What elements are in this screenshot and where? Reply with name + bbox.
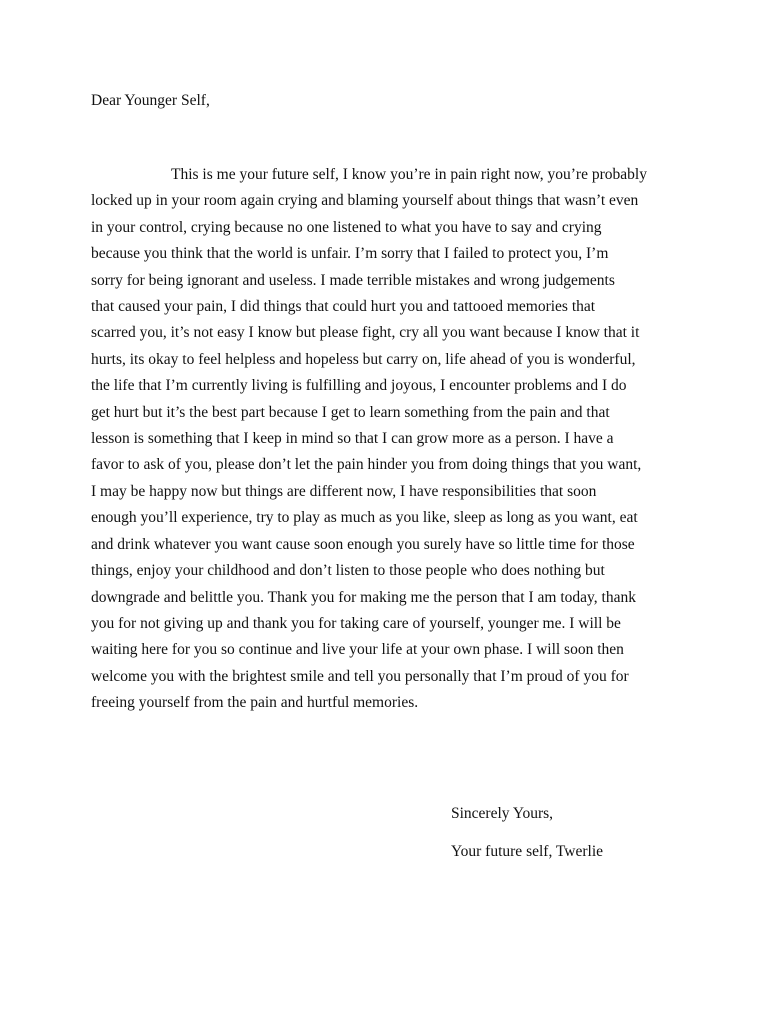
letter-body-line: downgrade and belittle you. Thank you for making me the person that I am today, thank (91, 588, 636, 606)
letter-body-line: waiting here for you so continue and live your life at your own phase. I will soon then (91, 641, 624, 659)
letter-body-line: you for not giving up and thank you for taking care of yourself, younger me. I will be (91, 614, 621, 632)
letter-body-line: welcome you with the brightest smile and tell you personally that I’m proud of you for (91, 667, 629, 685)
letter-body-line: in your control, crying because no one listened to what you have to say and crying (91, 218, 602, 236)
letter-body-line: I may be happy now but things are different now, I have responsibilities that soon (91, 482, 597, 500)
letter-closing: Sincerely Yours, (451, 805, 554, 822)
letter-body-line: hurts, its okay to feel helpless and hopeless but carry on, life ahead of you is wonderful, (91, 350, 636, 368)
letter-body-line: locked up in your room again crying and blaming yourself about things that wasn’t even (91, 192, 639, 210)
letter-salutation: Dear Younger Self, (91, 92, 210, 109)
letter-body-line: sorry for being ignorant and useless. I made terrible mistakes and wrong judgements (91, 271, 615, 289)
letter-signature: Your future self, Twerlie (451, 843, 604, 860)
letter-body-line: get hurt but it’s the best part because I get to learn something from the pain and that (91, 403, 610, 421)
letter-body (91, 162, 677, 717)
letter-body-line: This is me your future self, I know you’re in pain right now, you’re probably (171, 166, 647, 183)
letter-body-line: the life that I’m currently living is fulfilling and joyous, I encounter problems and I do (91, 377, 627, 395)
letter-body-line: and drink whatever you want cause soon enough you surely have so little time for those (91, 535, 635, 553)
letter-body-line: freeing yourself from the pain and hurtful memories. (91, 694, 419, 712)
letter-body-line: favor to ask of you, please don’t let the pain hinder you from doing things that you want, (91, 456, 642, 474)
letter-body-line: enough you’ll experience, try to play as much as you like, sleep as long as you want, eat (91, 509, 638, 527)
letter-body-line: scarred you, it’s not easy I know but please fight, cry all you want because I know that it (91, 324, 640, 342)
letter-body-line: that caused your pain, I did things that could hurt you and tattooed memories that (91, 298, 596, 316)
letter-body-line: things, enjoy your childhood and don’t listen to those people who does nothing but (91, 562, 605, 580)
letter-body-line: because you think that the world is unfair. I’m sorry that I failed to protect you, I’m (91, 245, 609, 263)
letter-body-line: lesson is something that I keep in mind so that I can grow more as a person. I have a (91, 430, 614, 448)
